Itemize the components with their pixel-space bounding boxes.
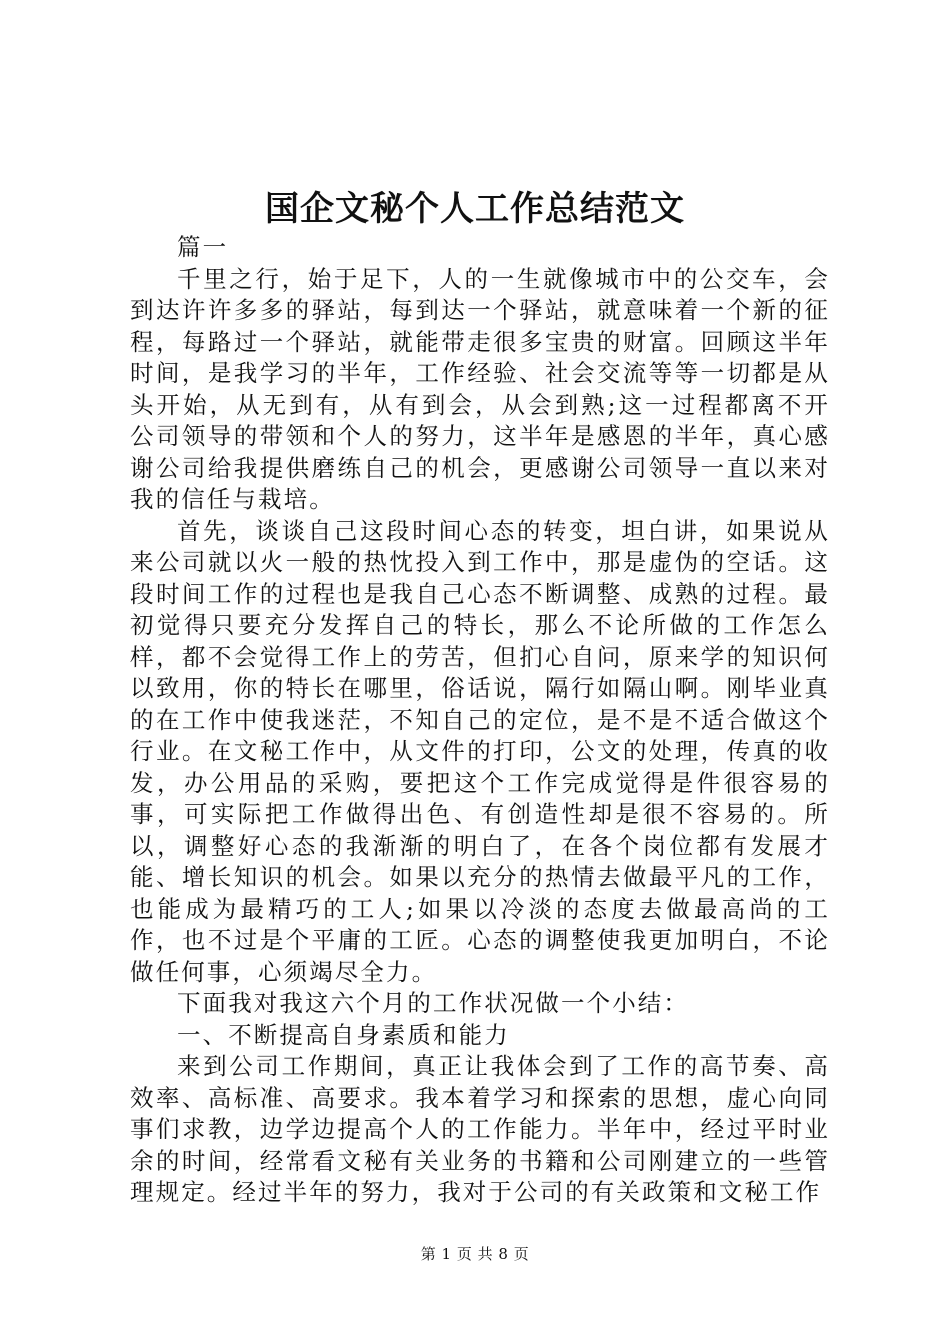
body-paragraph: 来到公司工作期间，真正让我体会到了工作的高节奏、高效率、高标准、高要求。我本着学习和探索的思想，虚心向同事们求教，边学边提高个人的工作能力。半年中，经过平时业余的时间，经常看文秘有关业务的书籍和公司刚建立的一些管理规定。经过半年的努力，我对于公司的有关政策和文秘工作	[130, 1052, 830, 1206]
document-body	[130, 232, 830, 1209]
document-title: 国企文秘个人工作总结范文	[265, 189, 685, 229]
body-paragraph: 首先，谈谈自己这段时间心态的转变，坦白讲，如果说从来公司就以火一般的热忱投入到工作中，那是虚伪的空话。这段时间工作的过程也是我自己心态不断调整、成熟的过程。最初觉得只要充分发挥自己的特长，那么不论所做的工作怎么样，都不会觉得工作上的劳苦，但扪心自问，原来学的知识何以致用，你的特长在哪里，俗话说，隔行如隔山啊。刚毕业真的在工作中使我迷茫，不知自己的定位，是不是不适合做这个行业。在文秘工作中，从文件的打印，公文的处理，传真的收发，办公用品的采购，要把这个工作完成觉得是件很容易的事，可实际把工作做得出色、有创造性却是很不容易的。所以，调整好心态的我渐渐的明白了，在各个岗位都有发展才能、增长知识的机会。如果以充分的热情去做最平凡的工作，也能成为最精巧的工人;如果以冷淡的态度去做最高尚的工作，也不过是个平庸的工匠。心态的调整使我更加明白，不论做任何事，心须竭尽全力。	[130, 516, 830, 986]
page-number: 第 1 页 共 8 页	[420, 1245, 530, 1263]
body-paragraph: 千里之行，始于足下，人的一生就像城市中的公交车，会到达许许多多的驿站，每到达一个驿站，就意味着一个新的征程，每路过一个驿站，就能带走很多宝贵的财富。回顾这半年时间，是我学习的半年，工作经验、社会交流等等一切都是从头开始，从无到有，从有到会，从会到熟;这一过程都离不开公司领导的带领和个人的努力，这半年是感恩的半年，真心感谢公司给我提供磨练自己的机会，更感谢公司领导一直以来对我的信任与栽培。	[130, 264, 830, 513]
section-heading: 篇一	[177, 233, 229, 261]
body-paragraph: 下面我对我这六个月的工作状况做一个小结：	[177, 989, 689, 1017]
subsection-heading: 一、不断提高自身素质和能力	[177, 1020, 510, 1049]
